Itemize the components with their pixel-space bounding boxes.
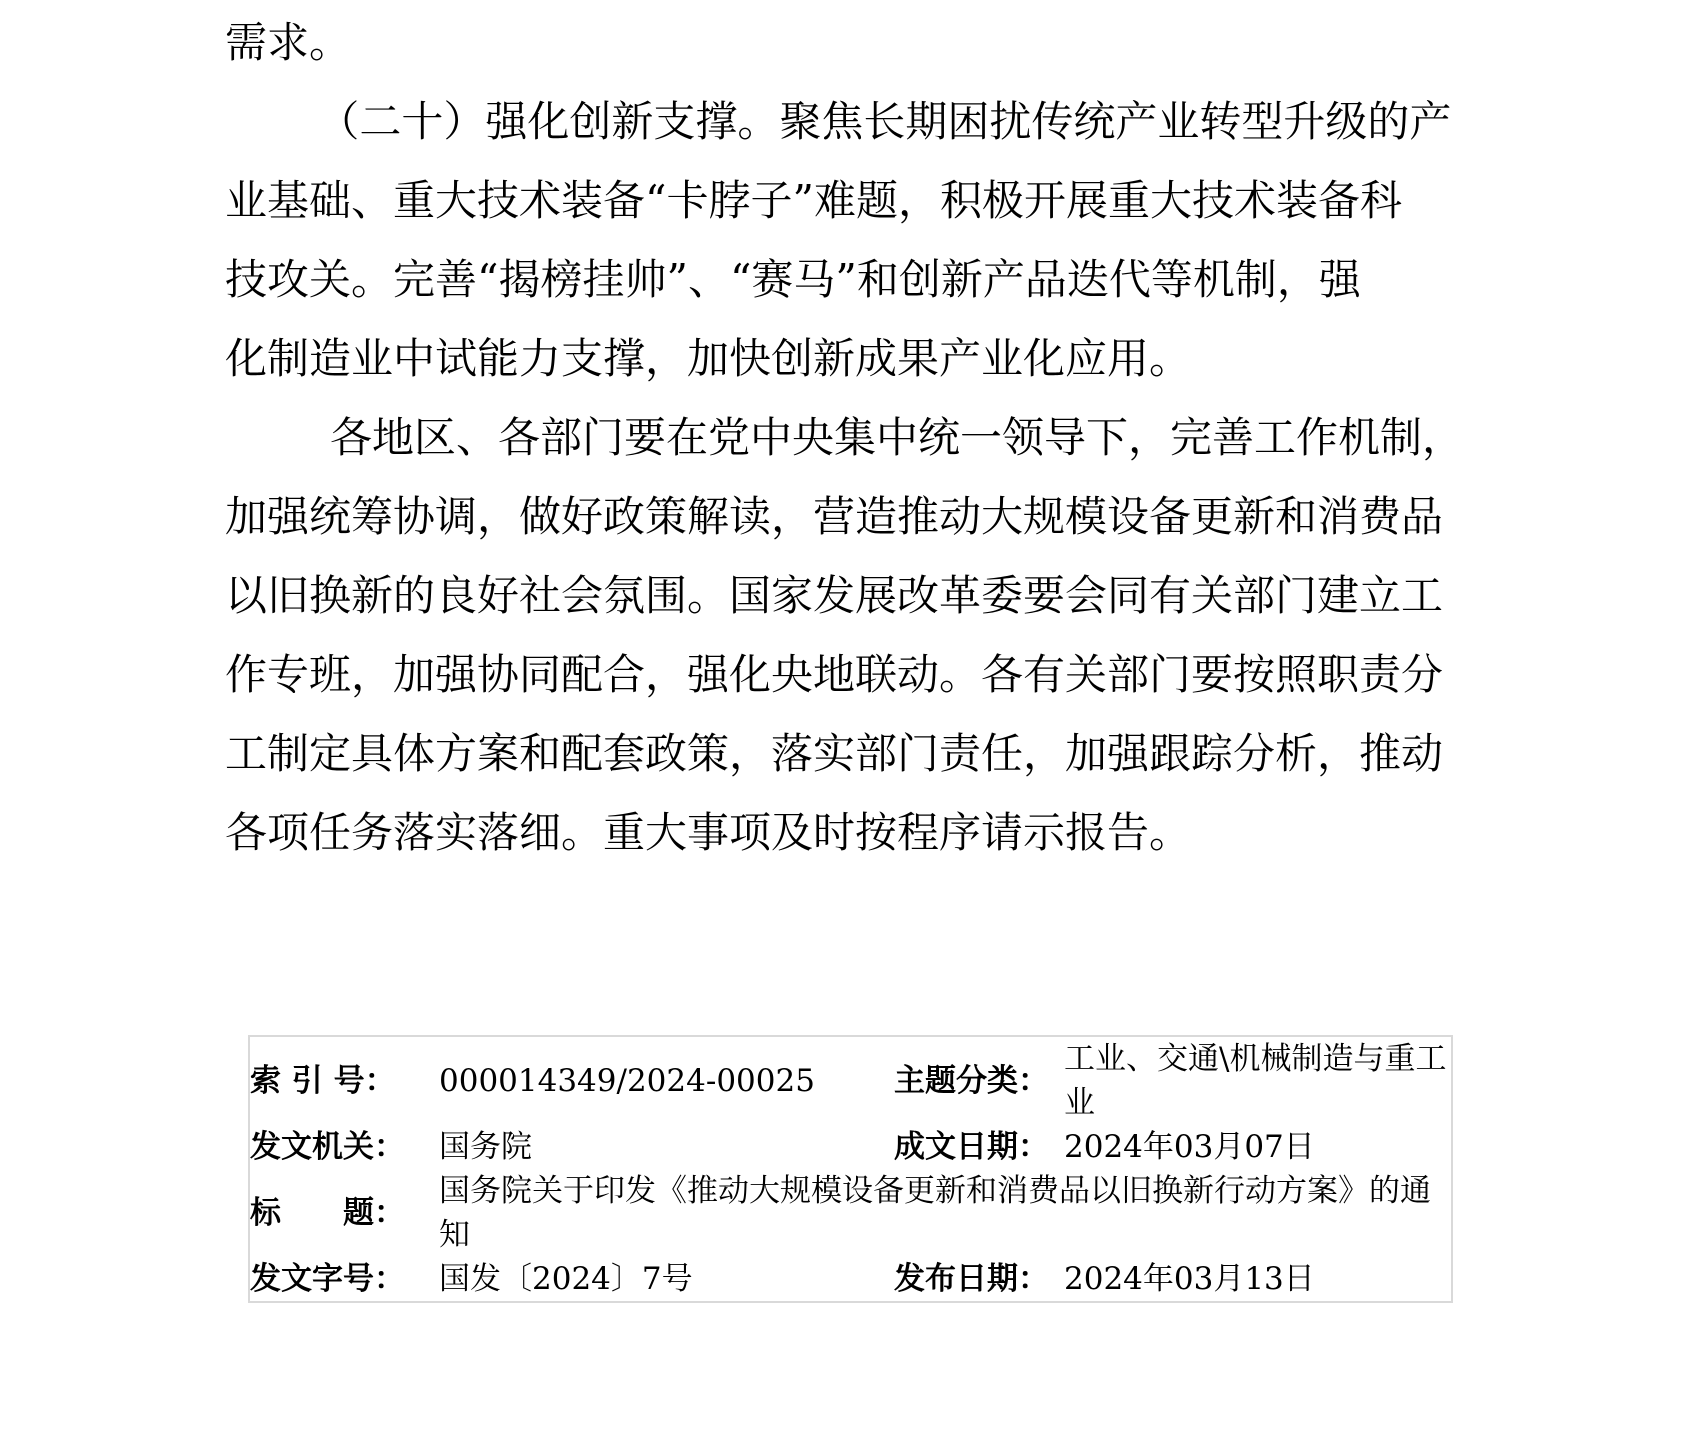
- title-label: 标 题：: [250, 1195, 405, 1231]
- document-number-label: 发文字号：: [250, 1261, 405, 1297]
- body-line: 以旧换新的良好社会氛围。国家发展改革委要会同有关部门建立工: [225, 571, 1444, 620]
- table-row: [249, 1257, 1452, 1302]
- issuing-agency-value: 国务院: [439, 1129, 532, 1165]
- publish-date-value: 2024年03月13日: [1064, 1261, 1315, 1297]
- topic-category-label: 主题分类：: [894, 1063, 1049, 1099]
- body-line: 化制造业中试能力支撑，加快创新成果产业化应用。: [225, 334, 1192, 383]
- body-line: 技攻关。完善“揭榜挂帅”、“赛马”和创新产品迭代等机制，强: [225, 255, 1361, 304]
- table-row: [249, 1169, 1452, 1257]
- publish-date-label: 发布日期：: [894, 1261, 1049, 1297]
- table-row: [249, 1036, 1452, 1125]
- body-line: 各地区、各部门要在党中央集中统一领导下，完善工作机制，: [330, 413, 1465, 462]
- document-metadata-table: [248, 1035, 1453, 1303]
- body-line: 各项任务落实落细。重大事项及时按程序请示报告。: [225, 808, 1192, 857]
- body-line: 工制定具体方案和配套政策，落实部门责任，加强跟踪分析，推动: [225, 729, 1444, 778]
- table-row: [249, 1125, 1452, 1169]
- body-line: （二十）强化创新支撑。聚焦长期困扰传统产业转型升级的产: [317, 97, 1452, 146]
- body-line: 业基础、重大技术装备“卡脖子”难题，积极开展重大技术装备科: [225, 176, 1402, 225]
- issuing-agency-label: 发文机关：: [250, 1129, 405, 1165]
- body-line: 作专班，加强协同配合，强化央地联动。各有关部门要按照职责分: [225, 650, 1444, 699]
- topic-category-value: 工业、交通\机械制造与重工业: [1064, 1041, 1447, 1121]
- body-line: 加强统筹协调，做好政策解读，营造推动大规模设备更新和消费品: [225, 492, 1444, 541]
- index-number-value: 000014349/2024-00025: [439, 1063, 815, 1099]
- document-number-value: 国发〔2024〕7号: [439, 1261, 693, 1297]
- written-date-label: 成文日期：: [894, 1129, 1049, 1165]
- title-value: 国务院关于印发《推动大规模设备更新和消费品以旧换新行动方案》的通知: [439, 1173, 1431, 1253]
- body-line: 需求。: [225, 18, 352, 67]
- index-number-label: 索 引 号：: [250, 1063, 396, 1099]
- written-date-value: 2024年03月07日: [1064, 1129, 1315, 1165]
- document-body: [225, 3, 1465, 872]
